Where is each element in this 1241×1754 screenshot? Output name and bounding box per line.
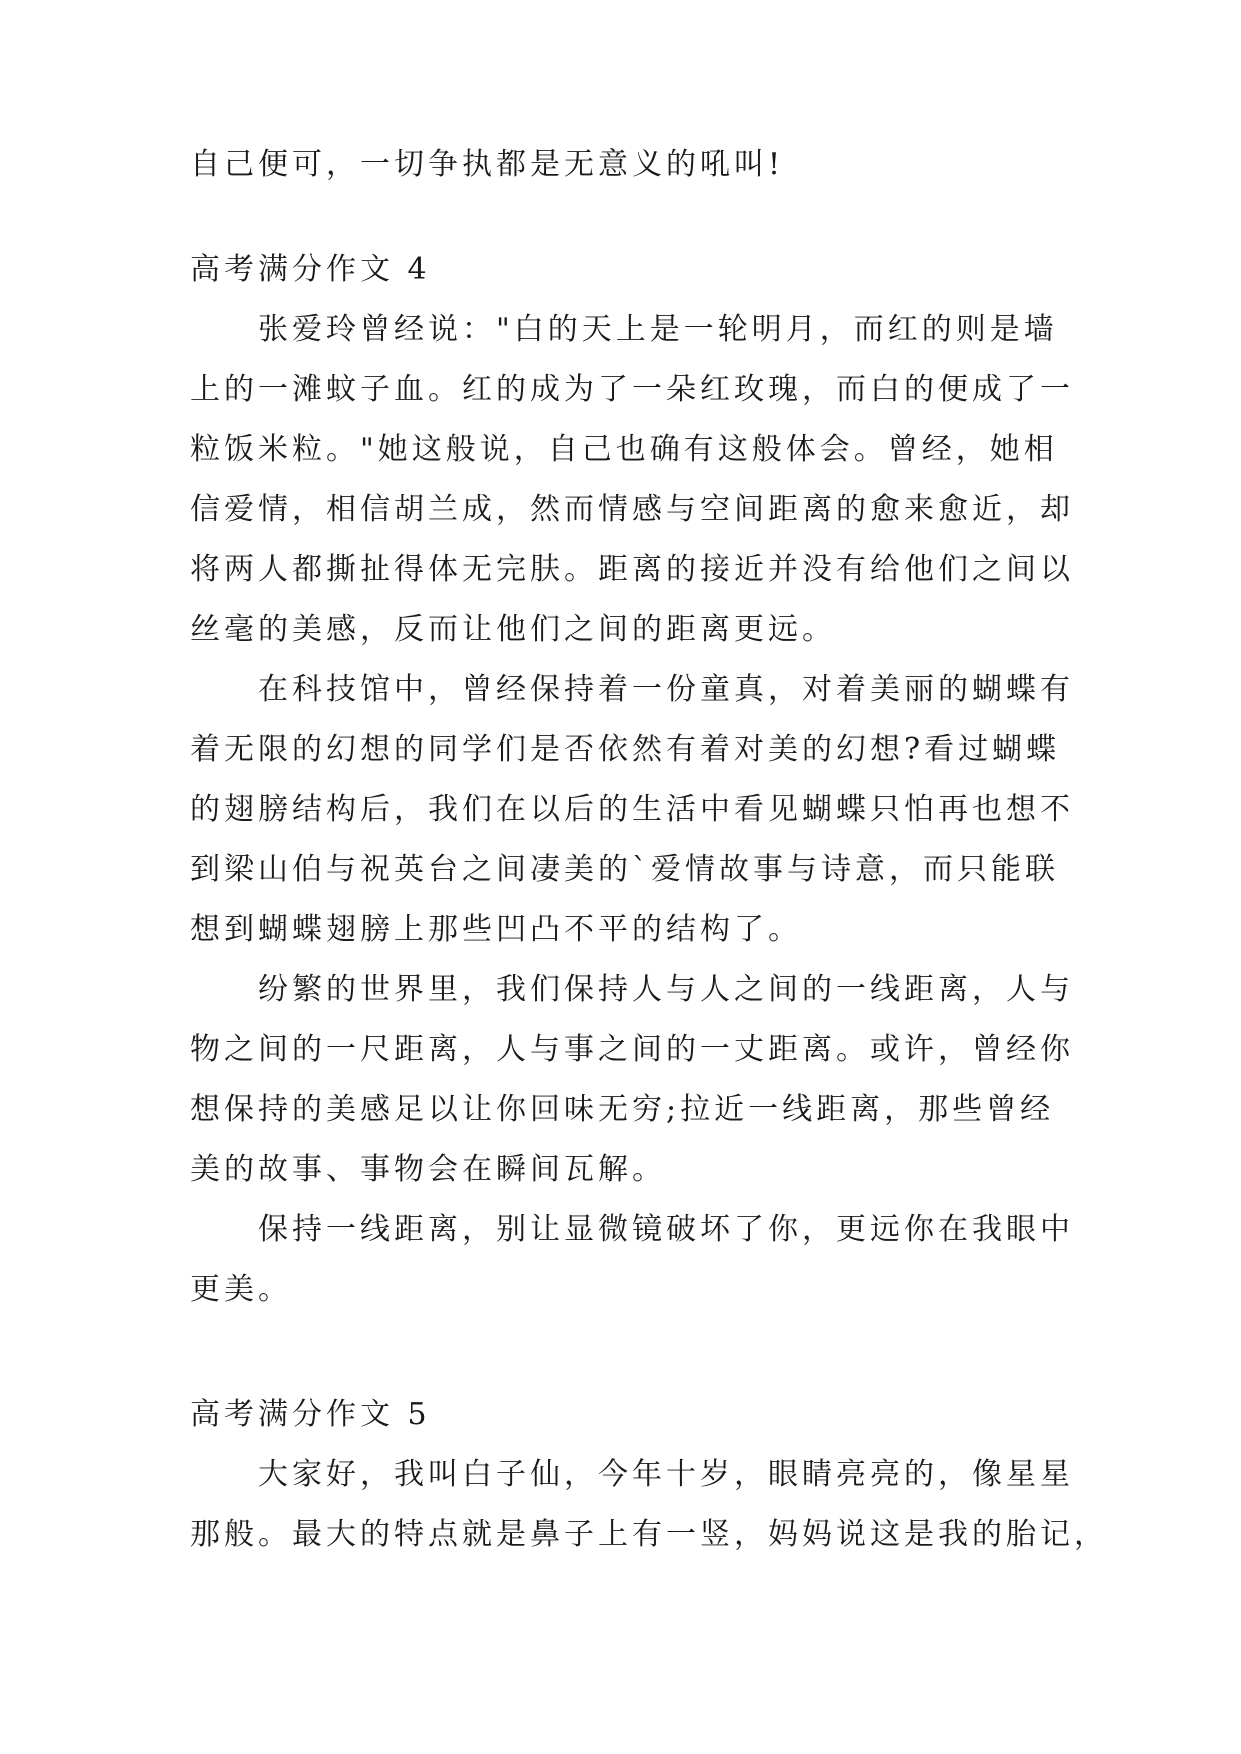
essay-4-paragraph-1 xyxy=(190,300,1074,660)
text-line: 粒饭米粒。"她这般说，自己也确有这般体会。曾经，她相 xyxy=(190,432,1058,467)
essay-4-paragraph-2 xyxy=(190,660,1074,960)
text-line: 将两人都撕扯得体无完肤。距离的接近并没有给他们之间以 xyxy=(190,552,1074,587)
text-line: 在科技馆中，曾经保持着一份童真，对着美丽的蝴蝶有 xyxy=(258,672,1074,707)
text-line: 想到蝴蝶翅膀上那些凹凸不平的结构了。 xyxy=(190,912,802,947)
text-line: 张爱玲曾经说："白的天上是一轮明月，而红的则是墙 xyxy=(258,312,1058,347)
text-line: 着无限的幻想的同学们是否依然有着对美的幻想?看过蝴蝶 xyxy=(190,732,1061,767)
essay-4-paragraph-3 xyxy=(190,960,1074,1200)
text-line: 上的一滩蚊子血。红的成为了一朵红玫瑰，而白的便成了一 xyxy=(190,372,1074,407)
text-line: 更美。 xyxy=(190,1272,292,1307)
essay-5-heading: 高考满分作文 5 xyxy=(190,1397,431,1432)
text-line: 想保持的美感足以让你回味无穷;拉近一线距离，那些曾经 xyxy=(190,1092,1055,1127)
text-line: 保持一线距离，别让显微镜破坏了你，更远你在我眼中 xyxy=(258,1212,1074,1247)
essay-5-paragraph-1 xyxy=(190,1445,1108,1565)
essay-4-heading: 高考满分作文 4 xyxy=(190,252,431,287)
text-line: 自己便可，一切争执都是无意义的吼叫! xyxy=(190,147,785,182)
text-line: 的翅膀结构后，我们在以后的生活中看见蝴蝶只怕再也想不 xyxy=(190,792,1074,827)
text-line: 丝毫的美感，反而让他们之间的距离更远。 xyxy=(190,612,836,647)
text-line: 大家好，我叫白子仙，今年十岁，眼睛亮亮的，像星星 xyxy=(258,1457,1074,1492)
text-line: 纷繁的世界里，我们保持人与人之间的一线距离，人与 xyxy=(258,972,1074,1007)
essay-4-paragraph-4 xyxy=(190,1200,1074,1320)
continuation-paragraph xyxy=(190,135,1050,195)
text-line: 到梁山伯与祝英台之间凄美的`爱情故事与诗意，而只能联 xyxy=(190,852,1059,887)
text-line: 那般。最大的特点就是鼻子上有一竖，妈妈说这是我的胎记， xyxy=(190,1517,1108,1552)
text-line: 信爱情，相信胡兰成，然而情感与空间距离的愈来愈近，却 xyxy=(190,492,1074,527)
text-line: 美的故事、事物会在瞬间瓦解。 xyxy=(190,1152,666,1187)
text-line: 物之间的一尺距离，人与事之间的一丈距离。或许，曾经你 xyxy=(190,1032,1074,1067)
